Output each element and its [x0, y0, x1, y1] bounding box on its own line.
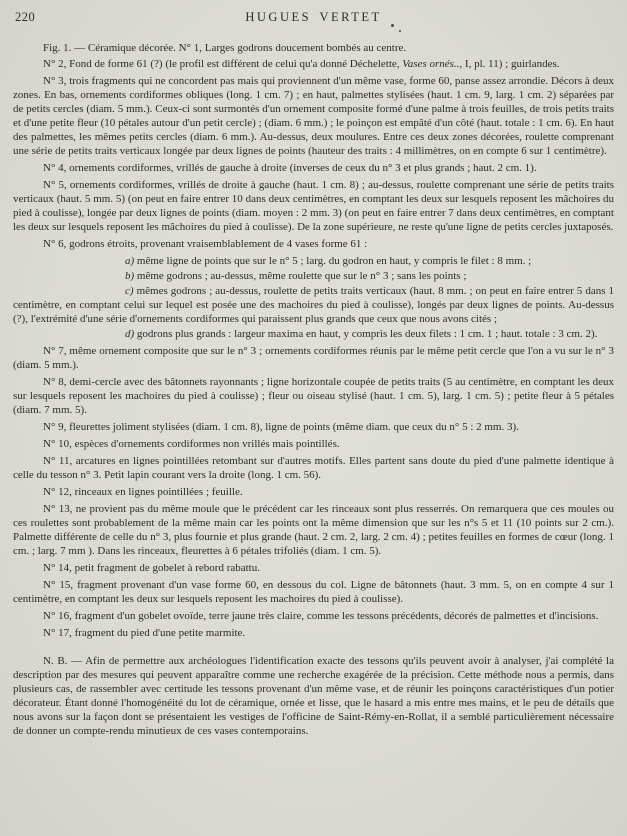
paragraph-n9: N° 9, fleurettes joliment stylisées (diam. 1 cm. 8), ligne de points (même diam. que ceux du n° 5 : 2 mm. 3). — [43, 420, 519, 433]
paragraph-n11: N° 11, arcatures en lignes pointillées retombant sur d'autres motifs. Elles partent sans doute du pied d'une palmette identique à celle du tesson n° 3. Petit lapin courant vers la droite (long. 1 cm. 56). — [13, 454, 614, 481]
paragraph-n14: N° 14, petit fragment de gobelet à rebord rabattu. — [43, 561, 260, 574]
figure-description-text — [13, 41, 614, 738]
paragraph-n17: N° 17, fragment du pied d'une petite marmite. — [43, 626, 246, 639]
paragraph-n3: N° 3, trois fragments qui ne concordent pas mais qui proviennent d'un même vase, forme 60, panse assez arrondie. Décors à deux zones. En bas, ornements cordiformes obliques (long. 1 cm. 7) ; en haut, palmettes stylisées (haut. 1 cm. 9, larg. 1 cm. 2) séparées par de petits cercles (diam. 5 mm.). Ceux-ci sont surmontés d'un ornement composite formé d'une palme à trois feuilles, de trois petits traits et d'une petite fleur (10 pétales autour d'un petit cercle) ; (diam. 6 mm.) ; le poinçon est empâté d'un côté (haut. totale : 1 cm. 6). En haut des palmettes, les mêmes petits cercles (diam. 6 mm.). Au-dessus, deux moulures. Entre ces deux zones décorées, roulette comprenant une série de petits traits verticaux longée par deux lignes de points (hauteur des traits : 4 millimètres, on en compte 6 sur 1 centimètre). — [13, 74, 614, 157]
list-item-a-text: même ligne de points que sur le n° 5 ; larg. du godron en haut, y compris le filet : 8 mm. ; — [134, 254, 532, 267]
list-item-b-label: b) — [125, 269, 135, 282]
paragraph-nota-bene: N. B. — Afin de permettre aux archéologues l'identification exacte des tessons qu'ils peuvent avoir à analyser, j'ai complété la description par des mesures qui peuvent apparaître comme une recherche exagérée de la précision. Cette méthode nous a permis, dans plusieurs cas, de rassembler avec certitude les tessons provenant d'un même vase, et de réunir les poinçons caractéristiques d'un potier décorateur. Étant donné l'homogénéité du lot de céramique, ornée et lisse, que le hasard a mis entre mes mains, et le peu de détails que nous avons sur la façon dont se présentaient les vestiges de l'officine de Saint-Rémy-en-Rollat, il a semblé particulièrement nécessaire de donner un compte-rendu minutieux de ces vases contemporains. — [13, 654, 614, 737]
list-item-b-text: même godrons ; au-dessus, même roulette que sur le n° 3 ; sans les points ; — [134, 269, 467, 282]
scan-speck — [391, 24, 394, 27]
list-item-a — [13, 254, 614, 268]
paragraph-n8: N° 8, demi-cercle avec des bâtonnets rayonnants ; ligne horizontale coupée de petits traits (5 au centimètre, en comptant les deux sur lesquels reposent les machoires du pied à coulisse) ; fleur ou oiseau stylisé (haut. 1 cm. 5), larg. 1 cm. 5) ; petite fleur à 5 pétales (diam. 7 mm. 5). — [13, 375, 614, 416]
paragraph-n13: N° 13, ne provient pas du même moule que le précédent car les rinceaux sont plus resserrés. On remarquera que ces moules ou ces roulettes sont probablement de la même main car les points ont la même dimension que sur les n°s 5 et 11 (10 points sur 2 cm.). Palmette différente de celle du n° 3, plus fournie et plus grande (haut. 2 cm. 2, larg. 2 cm. 4) ; petites feuilles en formes de cœur (long. 1 cm. ; larg. 7 mm ). Dans les rinceaux, fleurettes à 6 pétales trifoliés (diam. 1 cm. 5). — [13, 502, 614, 557]
paragraph-n12: N° 12, rinceaux en lignes pointillées ; feuille. — [43, 485, 243, 498]
paragraph-n2-text-end: I, pl. 11) ; guirlandes. — [462, 57, 560, 70]
paragraph-n2-text: N° 2, Fond de forme 61 (?) (le profil est différent de celui qu'a donné Déchelette, — [43, 57, 403, 70]
list-item-c-label: c) — [125, 284, 134, 297]
page-number: 220 — [15, 10, 36, 24]
scan-speck — [399, 30, 401, 32]
paragraph-n15: N° 15, fragment provenant d'un vase forme 60, en dessous du col. Ligne de bâtonnets (haut. 3 mm. 5, on en compte 4 sur 1 centimètre, en comptant les deux sur lesquels reposent les machoires du pied à coulisse). — [13, 578, 614, 605]
list-item-d-text: godrons plus grands : largeur maxima en haut, y compris les deux filets : 1 cm. 1 ; haut. totale : 3 cm. 2). — [134, 327, 598, 340]
list-item-c — [13, 284, 614, 326]
list-item-c-text: mêmes godrons ; au-dessus, roulette de petits traits verticaux (haut. 8 mm. ; on peut en faire entrer 5 dans 1 centimètre, en comptant celui sur lequel est posée une des machoires du pied à coulisse), longés par deux lignes de points. Au-dessus (?), l'extrémité d'une série d'ornements cordiformes qui paraissent plus grands que ceux que nous avons cités ; — [13, 284, 614, 325]
page-header — [13, 8, 614, 32]
paragraph-n16: N° 16, fragment d'un gobelet ovoïde, terre jaune très claire, comme les tessons précédents, décorés de palmettes et d'incisions. — [43, 609, 599, 622]
list-item-b — [13, 269, 614, 283]
paragraph-n10: N° 10, espèces d'ornements cordiformes non vrillés mais pointillés. — [43, 437, 340, 450]
paragraph-n6: N° 6, godrons étroits, provenant vraisemblablement de 4 vases forme 61 : — [43, 237, 368, 250]
list-item-a-label: a) — [125, 254, 135, 267]
paragraph-n2 — [13, 57, 614, 71]
paragraph-n5: N° 5, ornements cordiformes, vrillés de droite à gauche (haut. 1 cm. 8) ; au-dessus, roulette comprenant une série de petits traits verticaux (haut. 5 mm. 5) (on peut en faire entrer 10 dans deux centimètres, en comptant les deux sur lesquels reposent les mâchoires du pied à coulisse), longée par deux lignes de points (diam. moyen : 2 mm. 3) (on peut en faire entrer 7 dans deux centimètres, en comptant les deux sur lesquels reposent les mâchoires du pied à coulisse). De la zone supérieure, ne reste qu'une ligne de petits cercles juxtaposés. — [13, 178, 614, 233]
paragraph-n4: N° 4, ornements cordiformes, vrillés de gauche à droite (inverses de ceux du n° 3 et plus grands ; haut. 2 cm. 1). — [43, 161, 537, 174]
paragraph-n7: N° 7, même ornement composite que sur le n° 3 ; ornements cordiformes réunis par le même petit cercle que l'on a vu sur le n° 3 (diam. 5 mm.). — [13, 344, 614, 371]
paragraph-fig1-caption: Fig. 1. — Céramique décorée. N° 1, Larges godrons doucement bombés au centre. — [43, 42, 407, 54]
list-item-d-label: d) — [125, 327, 135, 340]
book-title-italic: Vases ornés.., — [402, 57, 463, 70]
running-title: HUGUES VERTET — [245, 10, 382, 24]
list-item-d — [13, 327, 614, 341]
